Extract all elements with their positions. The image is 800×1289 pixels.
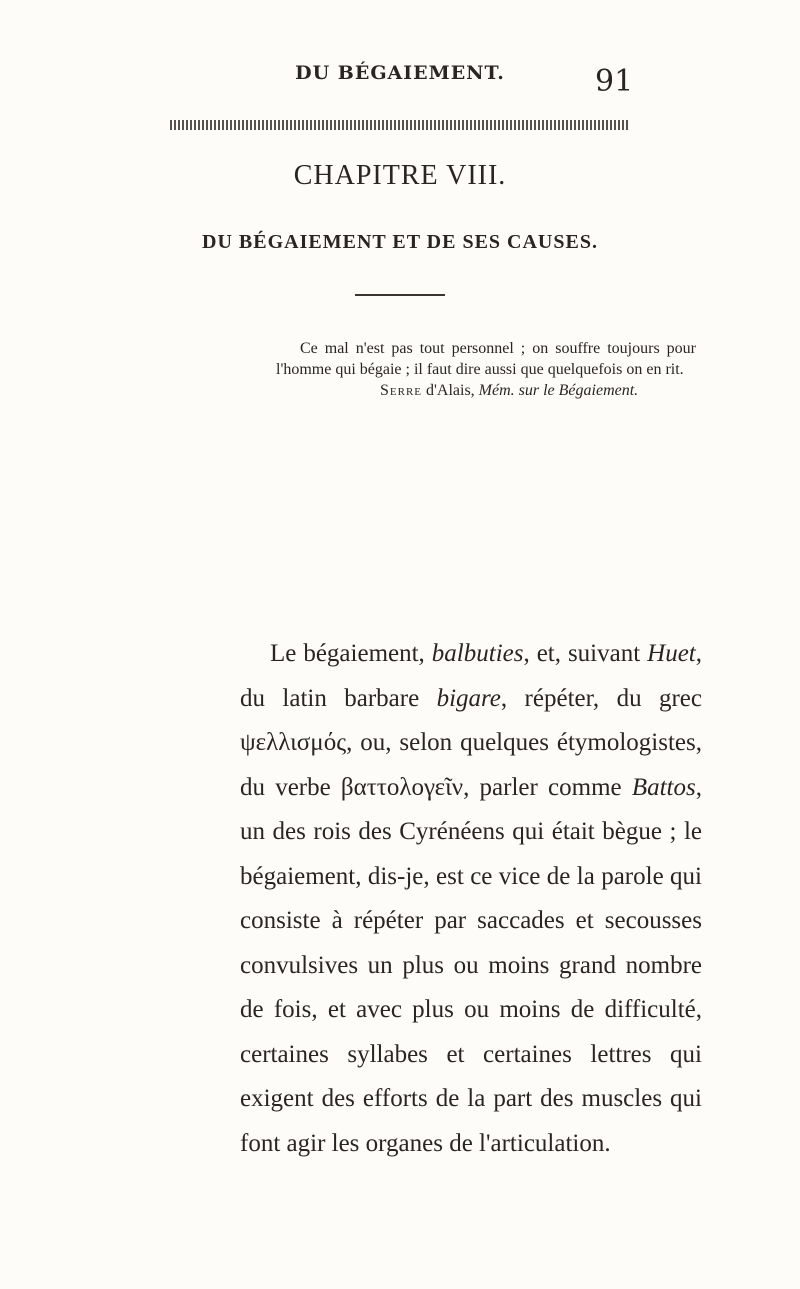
greek-term: ψελλισμός: [240, 729, 347, 756]
epigraph: [276, 338, 696, 401]
body-text-segment: , un des rois des Cyrénéens qui était bègue ; le bégaiement, dis-je, est ce vice de la parole qui consiste à répéter par saccades et secousses convulsives un plus ou moins grand nombre de fois, et avec plus ou moins de difficulté, certaines syllabes et certaines lettres qui exigent des efforts de la part des muscles qui font agir les organes de l'articulation.: [240, 773, 702, 1157]
body-text-segment: Le bégaiement,: [270, 640, 432, 667]
cited-author: Huet: [647, 640, 696, 667]
epigraph-text: Ce mal n'est pas tout personnel ; on souffre toujours pour l'homme qui bégaie ; il faut dire aussi que quelquefois on en rit.: [276, 340, 696, 378]
greek-term: βαττολογεῖν: [340, 773, 464, 801]
decorative-ornament: [170, 120, 630, 130]
epigraph-attribution: [276, 380, 696, 401]
latin-term: balbuties: [431, 640, 524, 667]
divider-rule: [355, 294, 445, 296]
running-title: DU BÉGAIEMENT.: [295, 62, 505, 84]
page-number: 91: [595, 64, 634, 99]
latin-term: bigare: [436, 684, 501, 712]
chapter-title: CHAPITRE VIII.: [293, 160, 507, 191]
body-text-segment: , et, suivant: [523, 640, 648, 667]
body-text-segment: , ou, selon quelques étymologistes, du verbe: [240, 729, 702, 801]
epigraph-author: Serre: [380, 382, 423, 399]
body-text-segment: , parler comme: [463, 773, 632, 801]
body-text-segment: , répéter, du grec: [500, 684, 702, 712]
body-paragraph: [240, 632, 702, 1166]
body-text-segment: , du latin barbare: [240, 640, 703, 712]
chapter-subtitle: DU BÉGAIEMENT ET DE SES CAUSES.: [202, 231, 598, 253]
epigraph-source: d'Alais,: [422, 382, 479, 399]
proper-name: Battos: [631, 773, 696, 801]
epigraph-work: Mém. sur le Bégaiement.: [478, 382, 639, 399]
